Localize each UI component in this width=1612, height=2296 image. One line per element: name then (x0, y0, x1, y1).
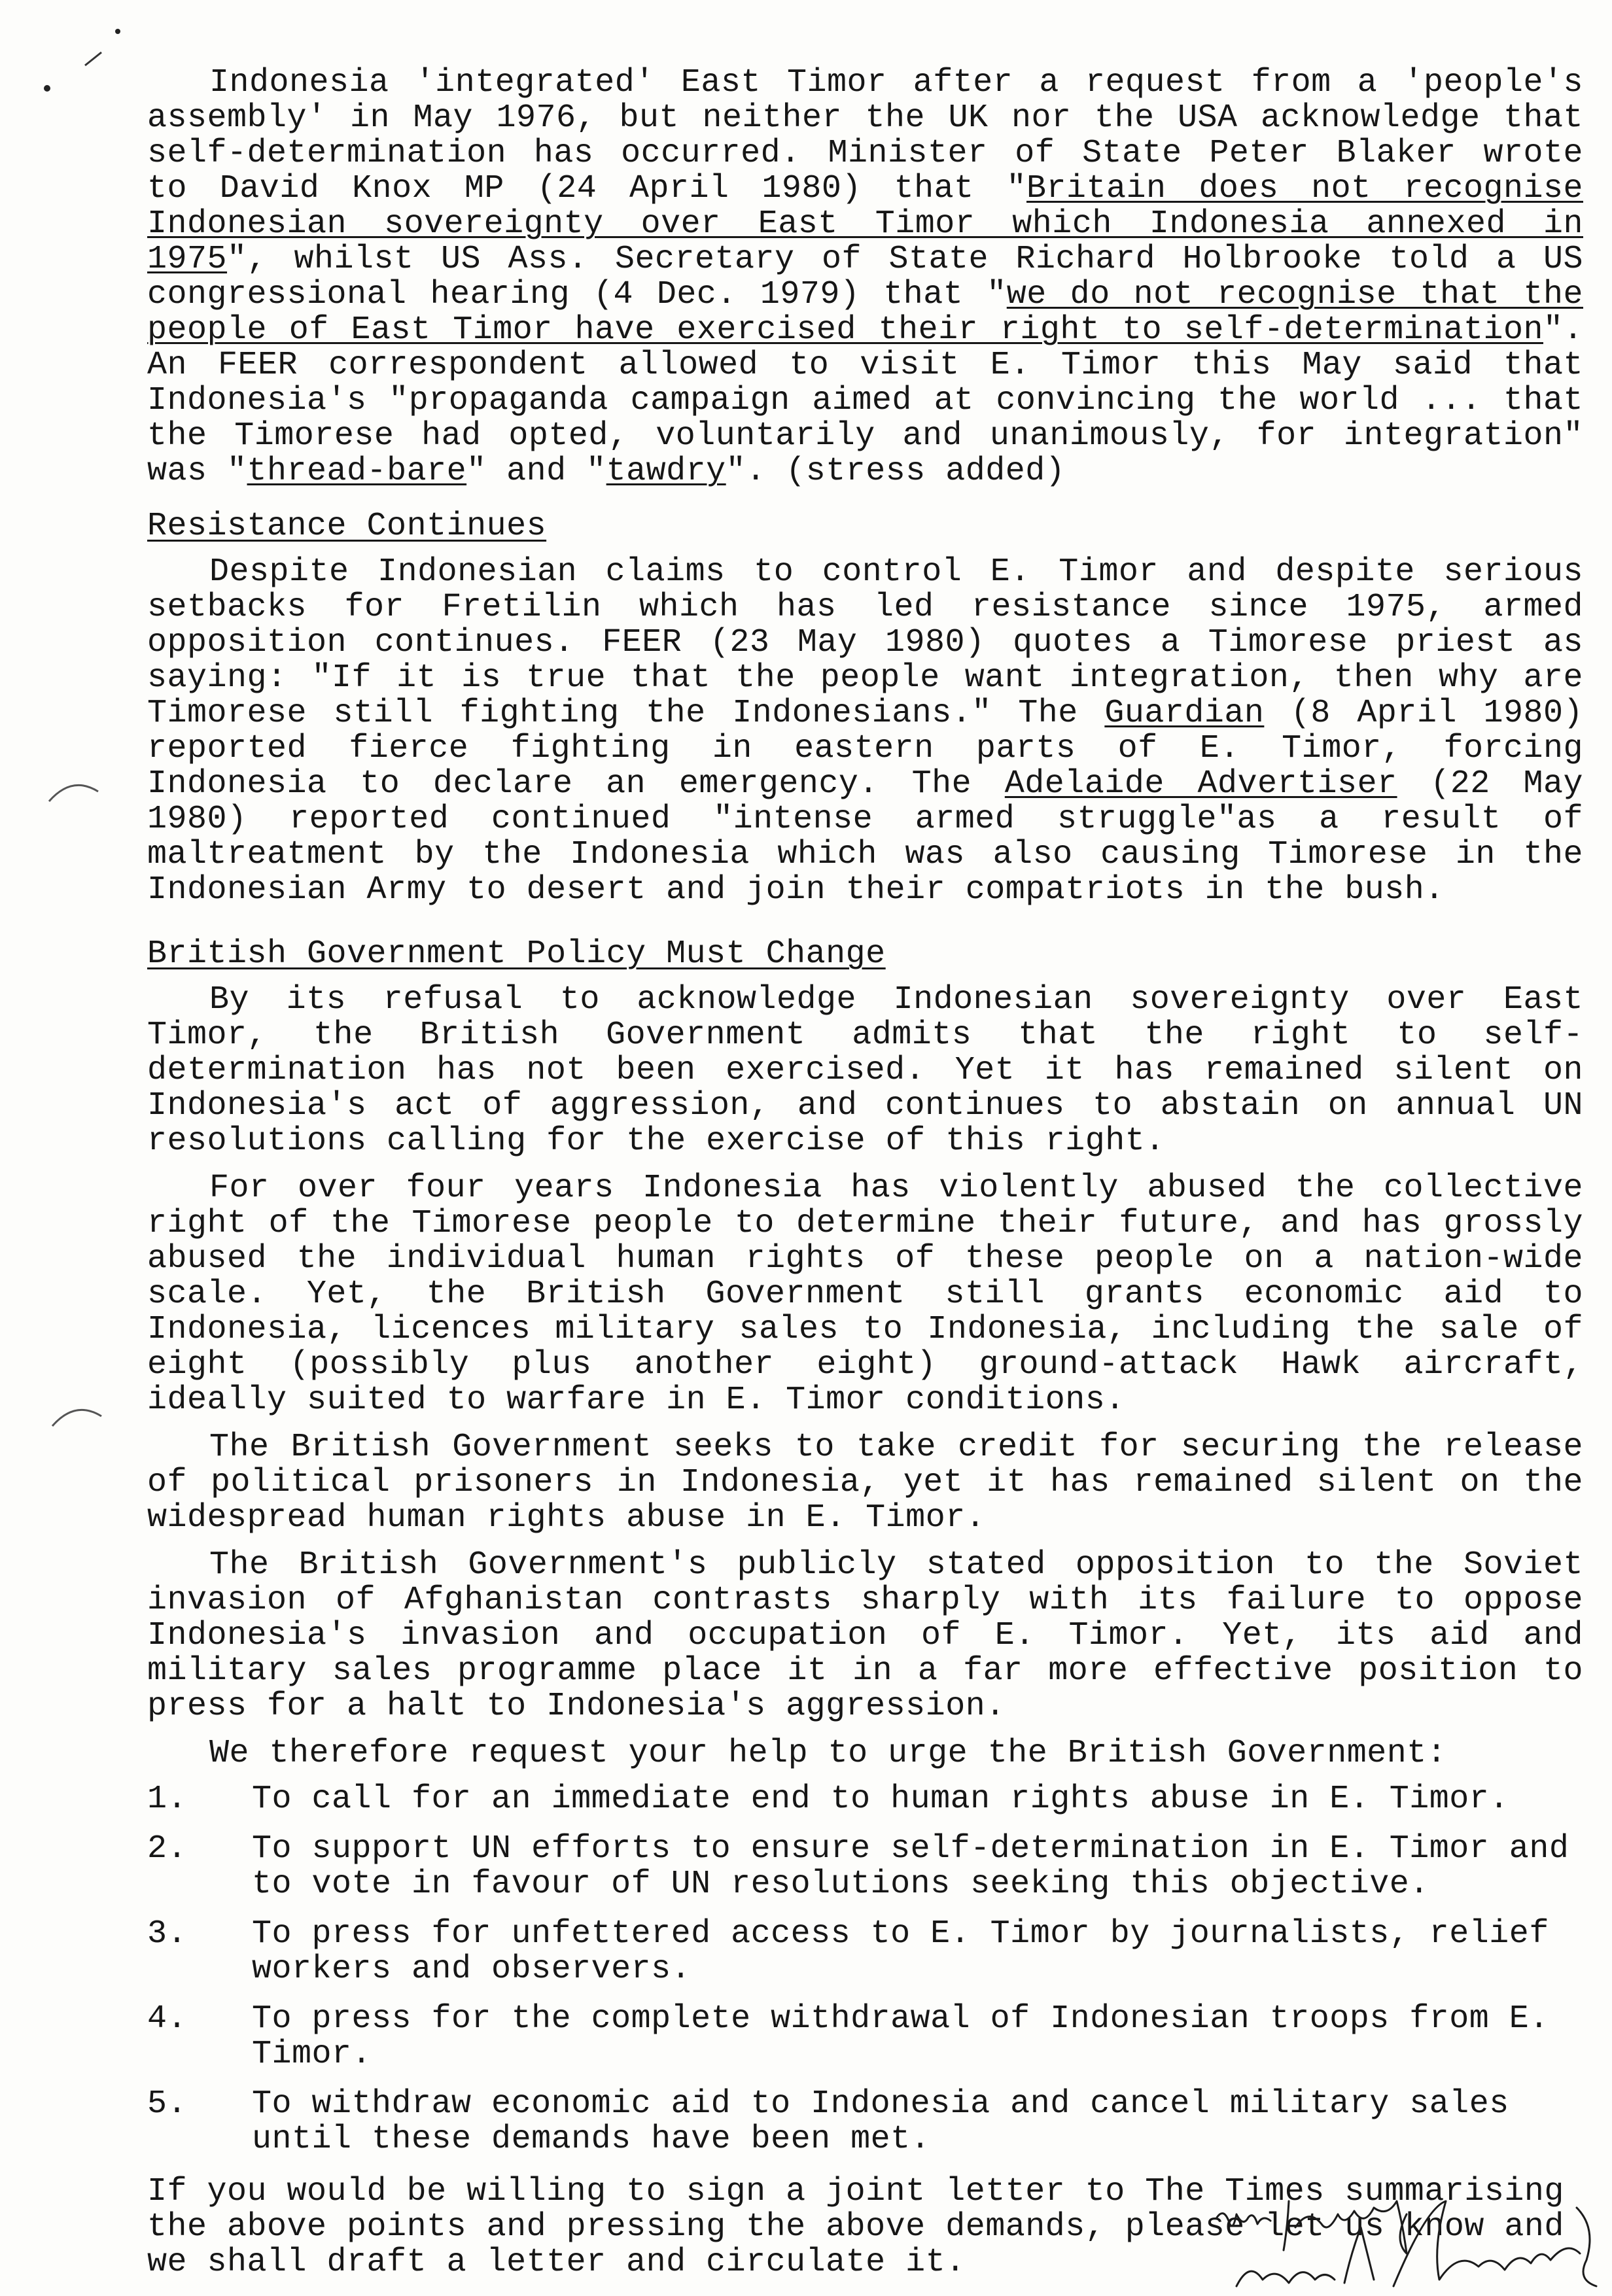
list-text: To press for unfettered access to E. Timor by journalists, relief workers and observers. (252, 1915, 1549, 1988)
intro-paragraph (147, 65, 1583, 489)
request-line: We therefore request your help to urge the British Government: (209, 1735, 1447, 1772)
closing-paragraph: If you would be willing to sign a joint letter to The Times summarising the above points and pressing the above demands, please let us know and we shall draft a letter and circulate it. (147, 2173, 1564, 2281)
list-number: 1. (147, 1781, 188, 1818)
holbrooke-quote: we do not recognise that the people of East Timor have exercised their right to self-determination (147, 276, 1583, 349)
stressed-word: tawdry (606, 453, 726, 490)
stressed-word: thread-bare (247, 453, 467, 490)
intro-text-part: ". An FEER correspondent allowed to visit E. Timor this May said that Indonesia's "propaganda campaign aimed at convincing the world ... that the Timorese had opted, voluntarily and unanimously, for integration" was " (147, 311, 1583, 490)
handwritten-signature (1210, 2188, 1603, 2293)
letter-body (147, 65, 1583, 2292)
section-heading-policy: British Government Policy Must Change (147, 935, 886, 973)
hole-punch-mark-middle (46, 775, 105, 808)
policy-paragraph-2: For over four years Indonesia has violently abused the collective right of the Timorese people to determine their future, and has grossly abused the individual human rights of these people on a nation-wide scale. Yet, the British Government still grants economic aid to Indonesia, licences military sales to Indonesia, including the sale of eight (possibly plus another eight) ground-attack Hawk aircraft, ideally suited to warfare in E. Timor conditions. (147, 1170, 1583, 1419)
section-heading-resistance: Resistance Continues (147, 508, 547, 545)
blaker-quote: Britain does not recognise Indonesian sovereignty over East Timor which Indonesia annexed in 1975 (147, 170, 1583, 278)
list-item (147, 1832, 1583, 1902)
list-text: To call for an immediate end to human rights abuse in E. Timor. (252, 1781, 1509, 1818)
list-item (147, 1917, 1583, 1987)
list-item (147, 1782, 1583, 1817)
newspaper-title: Adelaide Advertiser (1004, 765, 1397, 803)
list-text: To support UN efforts to ensure self-determination in E. Timor and to vote in favour of UN resolutions seeking this objective. (252, 1830, 1569, 1903)
list-number: 2. (147, 1830, 188, 1868)
list-text: To withdraw economic aid to Indonesia and cancel military sales until these demands have been met. (252, 2085, 1509, 2158)
intro-text-part: ", whilst US Ass. Secretary of State Richard Holbrooke told a US congressional hearing (4 Dec. 1979) that " (147, 241, 1583, 313)
policy-paragraph-3: The British Government seeks to take credit for securing the release of political prisoners in Indonesia, yet it has remained silent on the widespread human rights abuse in E. Timor. (147, 1429, 1583, 1537)
demands-list (147, 1782, 1583, 2157)
hole-punch-mark-lower (49, 1400, 108, 1433)
policy-paragraph-1: By its refusal to acknowledge Indonesian sovereignty over East Timor, the British Government admits that the right to self-determination has not been exercised. Yet it has remained silent on Indonesia's act of aggression, and continues to abstain on annual UN resolutions calling for the exercise of this right. (147, 981, 1583, 1160)
resistance-text-part: (8 April 1980) reported fierce fighting in eastern parts of E. Timor, forcing Indonesia to declare an emergency. The (147, 695, 1583, 803)
resistance-paragraph (147, 555, 1583, 908)
list-item (147, 2002, 1583, 2072)
resistance-text-part: (22 May 1980) reported continued "intense armed struggle"as a result of maltreatment by the Indonesia which was also causing Timorese in the Indonesian Army to desert and join their compatriots in the bush. (147, 765, 1583, 909)
intro-text-part: Indonesia 'integrated' East Timor after a request from a 'people's assembly' in May 1976, but neither the UK nor the USA acknowledge that self-determination has occurred. Minister of State Peter Blaker wrote to David Knox MP (24 April 1980) that " (147, 64, 1583, 207)
resistance-text-part: Despite Indonesian claims to control E. Timor and despite serious setbacks for Fretilin which has led resistance since 1975, armed opposition continues. FEER (23 May 1980) quotes a Timorese priest as saying: "If it is true that the people want integration, then why are Timorese still fighting the Indonesians." The (147, 553, 1583, 732)
list-number: 5. (147, 2085, 188, 2123)
policy-paragraph-4: The British Government's publicly stated opposition to the Soviet invasion of Afghanistan contrasts sharply with its failure to oppose Indonesia's invasion and occupation of E. Timor. Yet, its aid and military sales programme place it in a far more effective position to press for a halt to Indonesia's aggression. (147, 1546, 1583, 1725)
intro-text-part: ". (stress added) (726, 453, 1066, 490)
intro-text-part: " and " (466, 453, 606, 490)
newspaper-title: Guardian (1104, 695, 1265, 732)
list-number: 3. (147, 1915, 188, 1953)
list-number: 4. (147, 2000, 188, 2038)
hole-punch-mark-top (39, 20, 131, 98)
list-item (147, 2087, 1583, 2157)
list-text: To press for the complete withdrawal of Indonesian troops from E. Timor. (252, 2000, 1549, 2073)
